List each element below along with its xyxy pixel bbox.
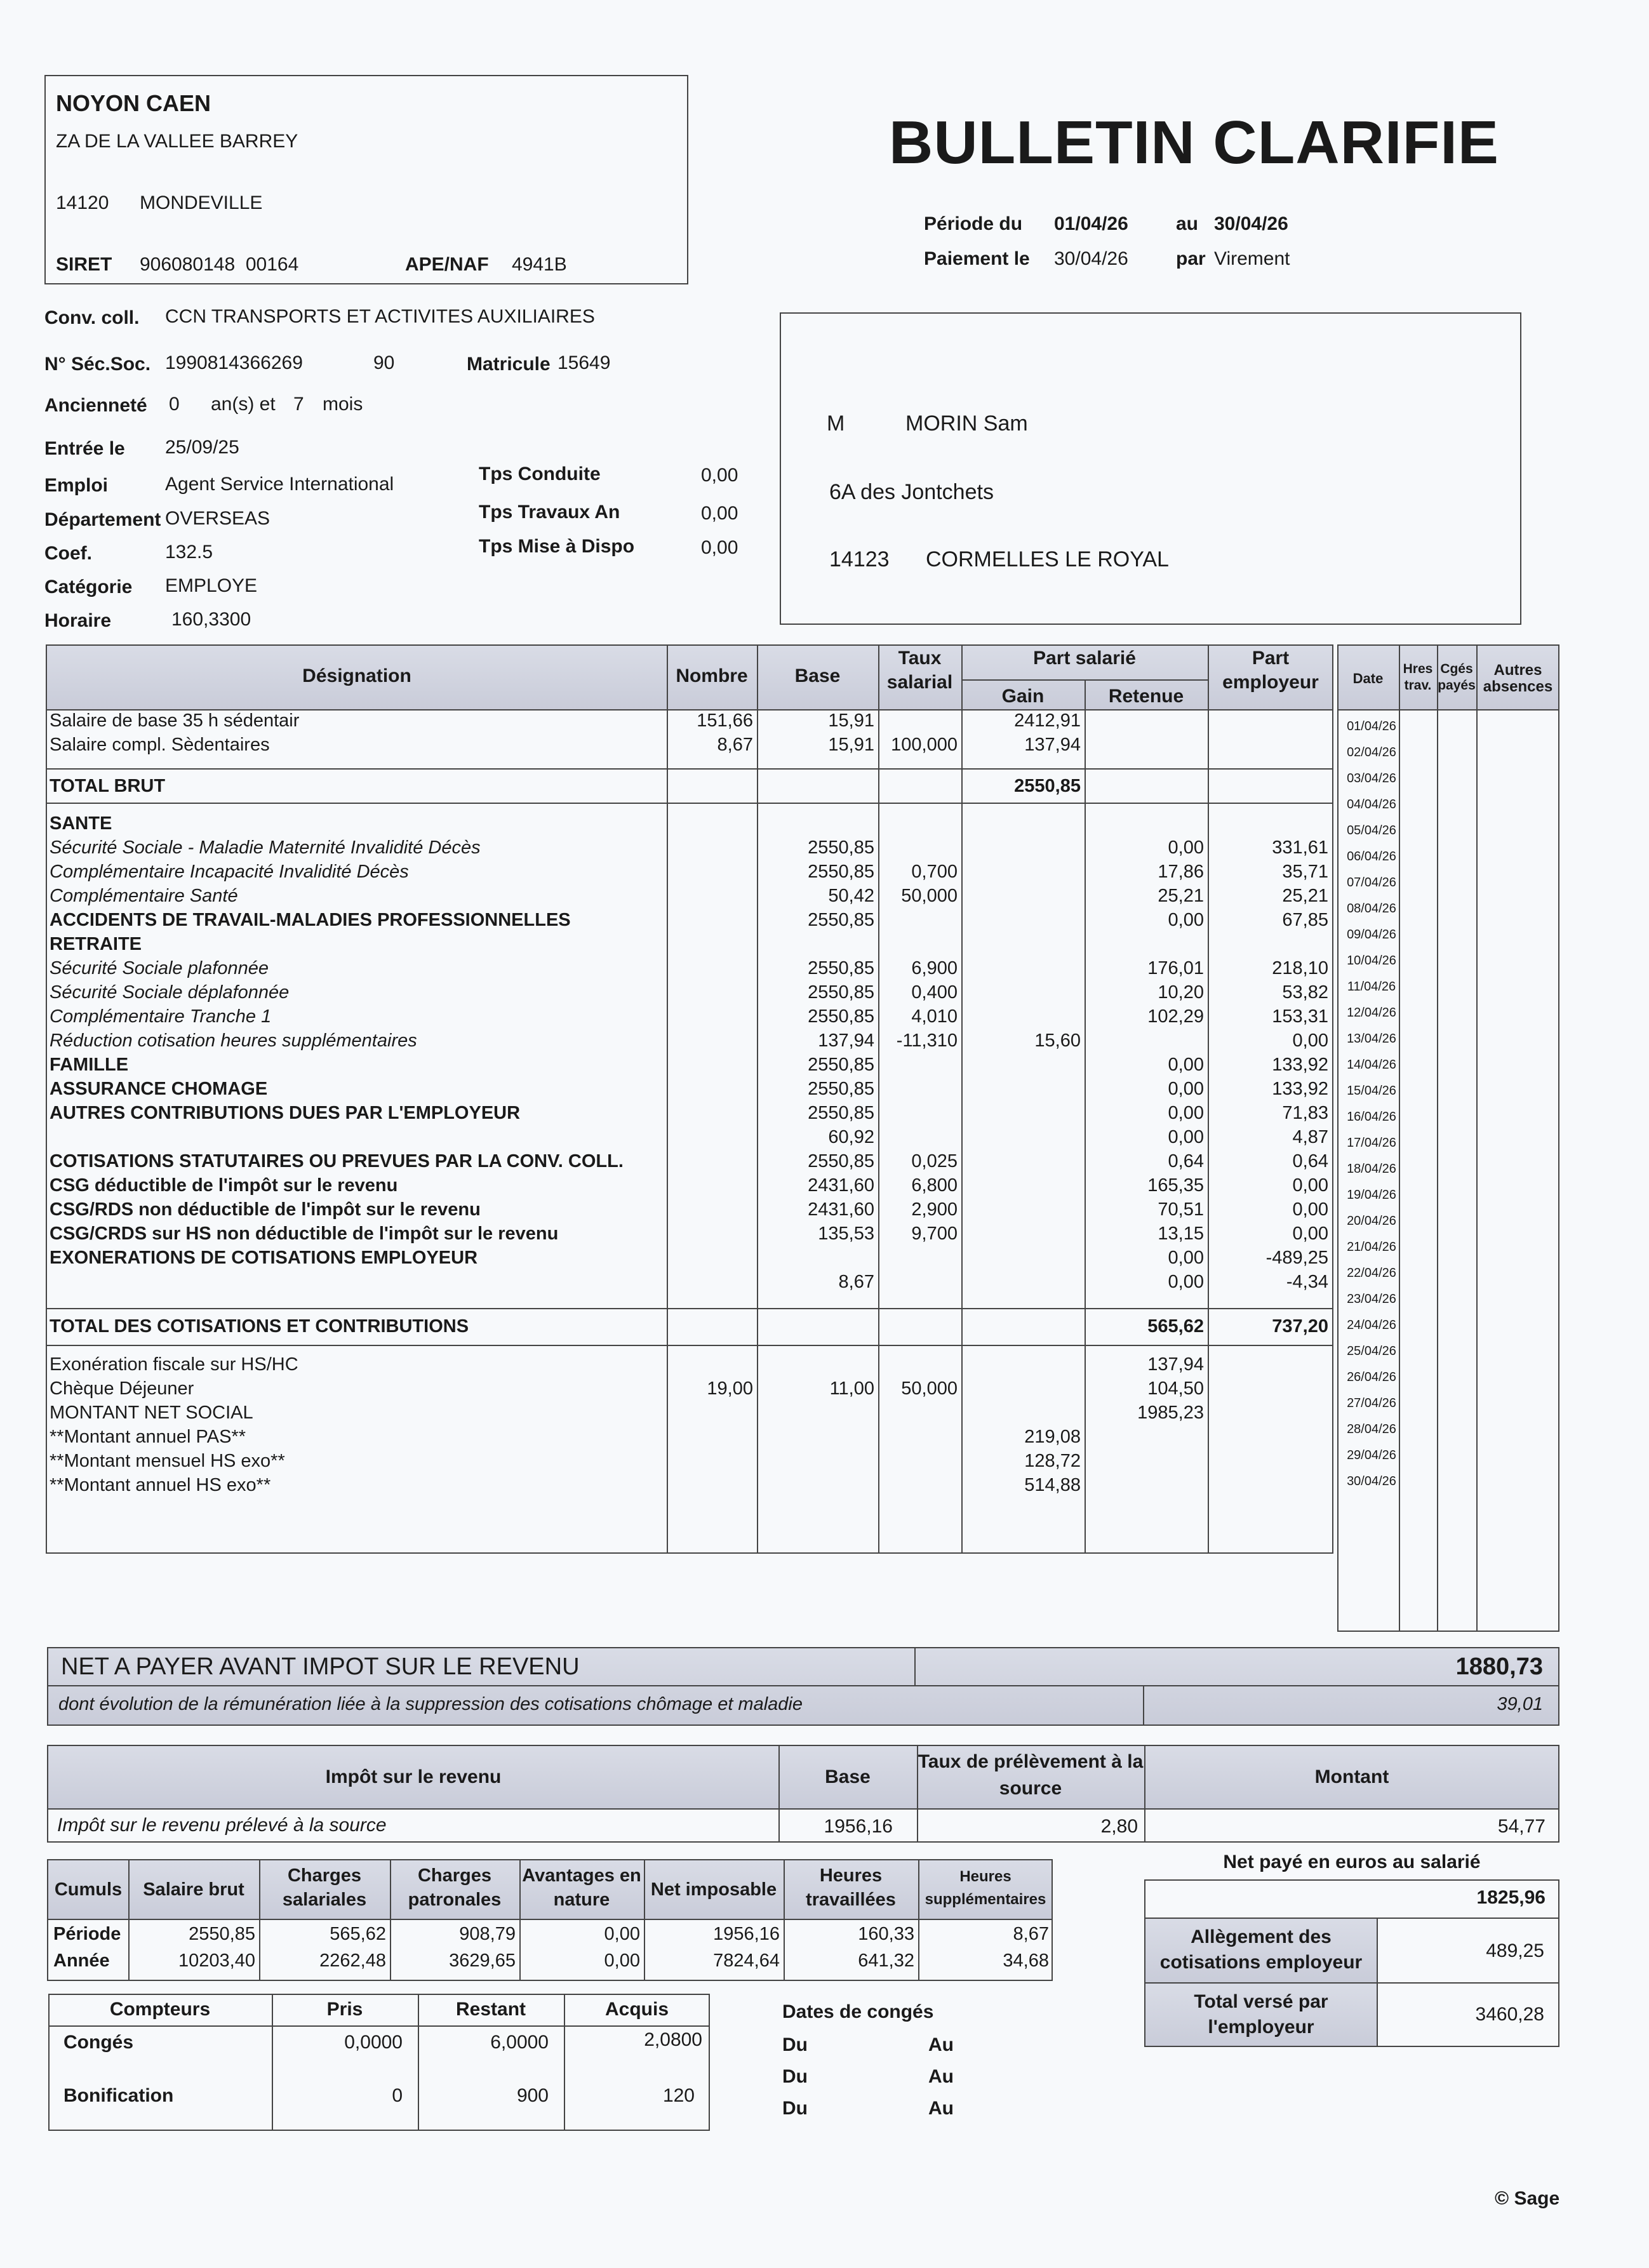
anciennete-years-unit: an(s) et — [211, 394, 276, 415]
cumuls-header-charges-pat: Charges — [417, 1865, 492, 1886]
cotisation-base: 2550,85 — [808, 1055, 874, 1075]
calendar-date: 01/04/26 — [1347, 719, 1396, 733]
cotisation-taux: 6,800 — [911, 1175, 958, 1196]
calendar-hres-header: Hres — [1403, 662, 1433, 676]
cotisation-label: Complémentaire Incapacité Invalidité Décès — [50, 862, 409, 882]
total-brut-gain: 2550,85 — [1014, 776, 1081, 796]
horaire-label: Horaire — [44, 610, 112, 631]
calendar-date: 05/04/26 — [1347, 824, 1396, 837]
cumuls-header-hs-2: supplémentaires — [925, 1891, 1046, 1908]
cotisation-retenue: 0,00 — [1168, 1103, 1204, 1123]
anciennete-months-unit: mois — [323, 394, 363, 415]
allegement-label-2: cotisations employeur — [1159, 1952, 1363, 1973]
calendar-date: 29/04/26 — [1347, 1448, 1396, 1462]
cotisation-base: 137,94 — [818, 1031, 874, 1051]
dates-conges-au: Au — [928, 2066, 954, 2087]
employer-postcode: 14120 — [56, 192, 109, 213]
other-line-retenue: 104,50 — [1147, 1378, 1204, 1399]
other-line-nombre: 19,00 — [707, 1378, 753, 1399]
employer-address: ZA DE LA VALLEE BARREY — [56, 131, 298, 152]
tps-conduite-label: Tps Conduite — [479, 464, 601, 484]
cumuls-header-avantages: Avantages en — [522, 1865, 641, 1886]
calendar-date: 23/04/26 — [1347, 1292, 1396, 1306]
document-title: BULLETIN CLARIFIE — [889, 109, 1499, 177]
compteurs-conges-label: Congés — [63, 2032, 134, 2053]
calendar-date: 03/04/26 — [1347, 771, 1396, 785]
cumuls-header-net-imposable: Net imposable — [650, 1879, 777, 1900]
other-line-label: Exonération fiscale sur HS/HC — [50, 1354, 298, 1375]
impot-row-label: Impôt sur le revenu prélevé à la source — [57, 1815, 387, 1836]
total-verse-label-2: l'employeur — [1208, 2017, 1314, 2038]
cumuls-header-brut: Salaire brut — [143, 1879, 244, 1900]
anciennete-years: 0 — [169, 394, 180, 415]
calendar-date: 13/04/26 — [1347, 1032, 1396, 1046]
calendar-date: 24/04/26 — [1347, 1318, 1396, 1332]
header-part: Part — [1252, 648, 1290, 669]
cotisation-taux: -11,310 — [896, 1031, 958, 1051]
salary-line-base: 15,91 — [828, 710, 874, 731]
header-part-salarie: Part salarié — [1033, 648, 1136, 669]
cotisation-label: Sécurité Sociale déplafonnée — [50, 982, 290, 1003]
cotisation-employeur: -4,34 — [1286, 1272, 1328, 1292]
apenaf-value: 4941B — [512, 254, 567, 275]
other-line-label: MONTANT NET SOCIAL — [50, 1403, 253, 1423]
other-line-retenue: 137,94 — [1147, 1354, 1204, 1375]
cumuls-header-charges-sal-2: salariales — [282, 1890, 367, 1910]
cotisation-label: Sécurité Sociale - Maladie Maternité Invalidité Décès — [50, 837, 481, 858]
tps-travaux-value: 0,00 — [701, 503, 738, 524]
cotisation-employeur: 71,83 — [1282, 1103, 1328, 1123]
footer-copyright: © Sage — [1495, 2188, 1560, 2209]
compteurs-bonif-label: Bonification — [63, 2085, 174, 2106]
tps-travaux-label: Tps Travaux An — [479, 502, 620, 523]
cotisation-taux: 4,010 — [911, 1006, 958, 1027]
cotisation-base: 50,42 — [828, 886, 874, 906]
anciennete-months: 7 — [293, 394, 304, 415]
cotisation-label: Complémentaire Santé — [50, 886, 238, 906]
other-line-base: 11,00 — [829, 1378, 874, 1399]
cotisation-label: RETRAITE — [50, 934, 142, 954]
calendar-absences-header: absences — [1483, 678, 1553, 695]
impot-montant-header: Montant — [1314, 1766, 1389, 1787]
calendar-date: 06/04/26 — [1347, 850, 1396, 864]
cotisation-retenue: 176,01 — [1147, 958, 1204, 978]
cotisation-employeur: 35,71 — [1282, 862, 1328, 882]
cotisation-label: Réduction cotisation heures supplémentaires — [50, 1031, 417, 1051]
other-line-label: **Montant mensuel HS exo** — [50, 1451, 285, 1471]
cotisation-employeur: 67,85 — [1282, 910, 1328, 930]
cotisation-employeur: -489,25 — [1265, 1248, 1328, 1268]
allegement-label: Allègement des — [1191, 1926, 1332, 1947]
cotisation-employeur: 0,00 — [1292, 1199, 1328, 1220]
cotisation-retenue: 0,64 — [1168, 1151, 1204, 1171]
payment-par-label: par — [1176, 248, 1206, 269]
cotisation-taux: 2,900 — [911, 1199, 958, 1220]
cotisation-base: 2431,60 — [808, 1199, 874, 1220]
coef-label: Coef. — [44, 543, 92, 564]
net-value: 1880,73 — [1455, 1653, 1543, 1680]
calendar-date: 30/04/26 — [1347, 1474, 1396, 1488]
salary-line-taux: 100,000 — [891, 735, 958, 755]
calendar-date: 19/04/26 — [1347, 1188, 1396, 1202]
cotisation-taux: 50,000 — [901, 886, 958, 906]
cumuls-cell: 3629,65 — [449, 1951, 516, 1971]
cumuls-cell: 10203,40 — [178, 1951, 255, 1971]
cotisation-base: 2431,60 — [808, 1175, 874, 1196]
other-line-gain: 219,08 — [1024, 1427, 1081, 1447]
allegement-value: 489,25 — [1486, 1940, 1544, 1961]
recipient-name: MORIN Sam — [905, 411, 1028, 436]
header-designation: Désignation — [302, 665, 411, 686]
dates-conges-au: Au — [928, 2034, 954, 2055]
calendar-autres-header: Autres — [1493, 662, 1542, 679]
cotisation-taux: 0,025 — [911, 1151, 958, 1171]
employer-city: MONDEVILLE — [140, 192, 263, 213]
header-nombre: Nombre — [676, 665, 748, 686]
cumuls-cell: 0,00 — [604, 1951, 640, 1971]
cotisation-employeur: 0,00 — [1292, 1175, 1328, 1196]
matricule-label: Matricule — [467, 354, 551, 375]
cotisation-base: 2550,85 — [808, 837, 874, 858]
cotisation-label: ASSURANCE CHOMAGE — [50, 1079, 268, 1099]
impot-montant: 54,77 — [1497, 1816, 1546, 1837]
cotisation-retenue: 0,00 — [1168, 1127, 1204, 1147]
impot-taux-header-2: source — [999, 1778, 1062, 1799]
other-line-label: **Montant annuel HS exo** — [50, 1475, 271, 1495]
cotisation-employeur: 25,21 — [1282, 886, 1328, 906]
header-employeur: employeur — [1222, 672, 1319, 693]
emploi-value: Agent Service International — [165, 474, 394, 495]
impot-taux-header: Taux de prélèvement à la — [918, 1751, 1144, 1772]
cumuls-header-charges-pat-2: patronales — [408, 1890, 502, 1910]
coef-value: 132.5 — [165, 542, 213, 563]
secsoc-label: N° Séc.Soc. — [44, 354, 151, 375]
net-label: NET A PAYER AVANT IMPOT SUR LE REVENU — [61, 1653, 580, 1680]
categorie-label: Catégorie — [44, 577, 133, 597]
cumuls-cell: 160,33 — [858, 1924, 914, 1944]
calendar-date: 09/04/26 — [1347, 928, 1396, 942]
compteurs-bonif-acquis: 120 — [662, 2085, 695, 2106]
header-taux-salarial: salarial — [886, 672, 953, 693]
calendar-trav-header: trav. — [1404, 678, 1432, 693]
cotisation-retenue: 13,15 — [1158, 1224, 1204, 1244]
cotisation-employeur: 153,31 — [1272, 1006, 1328, 1027]
impot-base: 1956,16 — [824, 1816, 893, 1837]
calendar-date: 14/04/26 — [1347, 1058, 1396, 1072]
recipient-postcode: 14123 — [829, 547, 890, 571]
calendar-date: 02/04/26 — [1347, 745, 1396, 759]
dates-conges-du: Du — [782, 2066, 808, 2087]
total-cotisations-label: TOTAL DES COTISATIONS ET CONTRIBUTIONS — [50, 1316, 469, 1337]
cumuls-header-heures: Heures — [819, 1865, 883, 1886]
period-to: 30/04/26 — [1214, 213, 1288, 234]
cotisation-retenue: 0,00 — [1168, 910, 1204, 930]
cotisation-label: FAMILLE — [50, 1055, 129, 1075]
other-line-gain: 514,88 — [1024, 1475, 1081, 1495]
horaire-value: 160,3300 — [171, 609, 251, 630]
secsoc-key: 90 — [373, 352, 395, 373]
cotisation-label: Sécurité Sociale plafonnée — [50, 958, 269, 978]
cotisation-base: 8,67 — [838, 1272, 874, 1292]
cotisation-label: AUTRES CONTRIBUTIONS DUES PAR L'EMPLOYEUR — [50, 1103, 521, 1123]
entree-value: 25/09/25 — [165, 437, 239, 458]
payment-label: Paiement le — [924, 248, 1030, 269]
calendar-date: 04/04/26 — [1347, 797, 1396, 811]
compteurs-conges-acquis: 2,0800 — [644, 2029, 702, 2050]
net-paye-label: Net payé en euros au salarié — [1223, 1851, 1481, 1872]
net-evolution-value: 39,01 — [1497, 1694, 1543, 1714]
cumuls-cell: 0,00 — [604, 1924, 640, 1944]
emploi-label: Emploi — [44, 475, 109, 496]
conv-value: CCN TRANSPORTS ET ACTIVITES AUXILIAIRES — [165, 306, 595, 327]
other-line-retenue: 1985,23 — [1137, 1403, 1204, 1423]
cumuls-row-label: Période — [53, 1924, 121, 1944]
calendar-date: 12/04/26 — [1347, 1006, 1396, 1020]
tps-conduite-value: 0,00 — [701, 465, 738, 486]
cotisation-employeur: 133,92 — [1272, 1055, 1328, 1075]
cumuls-cell: 7824,64 — [713, 1951, 780, 1971]
salary-line-nombre: 151,66 — [697, 710, 753, 731]
employer-name: NOYON CAEN — [56, 90, 211, 116]
cotisation-retenue: 0,00 — [1168, 837, 1204, 858]
salary-line-gain: 2412,91 — [1014, 710, 1081, 731]
cotisation-base: 2550,85 — [808, 910, 874, 930]
cotisation-label: CSG déductible de l'impôt sur le revenu — [50, 1175, 398, 1196]
total-verse-value: 3460,28 — [1475, 2004, 1544, 2025]
cotisation-retenue: 17,86 — [1158, 862, 1204, 882]
total-brut-label: TOTAL BRUT — [50, 776, 166, 796]
cotisation-base: 2550,85 — [808, 958, 874, 978]
cotisation-retenue: 165,35 — [1147, 1175, 1204, 1196]
cotisation-retenue: 0,00 — [1168, 1248, 1204, 1268]
cotisation-taux: 0,400 — [911, 982, 958, 1003]
salary-line-gain: 137,94 — [1024, 735, 1081, 755]
impot-header: Impôt sur le revenu — [325, 1766, 502, 1787]
cotisation-taux: 0,700 — [911, 862, 958, 882]
cotisation-label: EXONERATIONS DE COTISATIONS EMPLOYEUR — [50, 1248, 478, 1268]
cumuls-cell: 565,62 — [330, 1924, 386, 1944]
compteurs-restant-header: Restant — [455, 1999, 526, 2020]
cotisation-employeur: 133,92 — [1272, 1079, 1328, 1099]
cotisation-retenue: 0,00 — [1168, 1079, 1204, 1099]
calendar-date: 20/04/26 — [1347, 1214, 1396, 1228]
cumuls-header-charges-sal: Charges — [287, 1865, 362, 1886]
calendar-date: 07/04/26 — [1347, 876, 1396, 890]
calendar-date-header: Date — [1352, 670, 1384, 686]
period-from: 01/04/26 — [1054, 213, 1128, 234]
calendar-date: 17/04/26 — [1347, 1136, 1396, 1150]
salary-line-label: Salaire de base 35 h sédentair — [50, 710, 300, 731]
header-gain: Gain — [1001, 686, 1045, 707]
cotisation-retenue: 0,00 — [1168, 1272, 1204, 1292]
dates-conges-du: Du — [782, 2098, 808, 2119]
cumuls-header-avantages-2: nature — [553, 1890, 610, 1910]
matricule-value: 15649 — [557, 352, 611, 373]
cotisation-retenue: 0,00 — [1168, 1055, 1204, 1075]
header-taux: Taux — [898, 648, 942, 669]
tps-mise-label: Tps Mise à Dispo — [479, 536, 635, 557]
siret-value: 906080148 00164 — [140, 254, 299, 275]
impot-taux: 2,80 — [1100, 1816, 1138, 1837]
entree-label: Entrée le — [44, 438, 125, 459]
cotisation-base: 2550,85 — [808, 982, 874, 1003]
other-line-label: **Montant annuel PAS** — [50, 1427, 246, 1447]
header-retenue: Retenue — [1108, 686, 1184, 707]
period-label: Période du — [924, 213, 1023, 234]
conv-label: Conv. coll. — [44, 307, 140, 328]
calendar-date: 26/04/26 — [1347, 1370, 1396, 1384]
cotisation-taux: 9,700 — [911, 1224, 958, 1244]
cumuls-cell: 1956,16 — [713, 1924, 780, 1944]
total-verse-label: Total versé par — [1194, 1991, 1328, 2012]
cotisation-label: Complémentaire Tranche 1 — [50, 1006, 272, 1027]
cumuls-cell: 34,68 — [1003, 1951, 1049, 1971]
recipient-box — [780, 312, 1521, 625]
cumuls-cell: 641,32 — [858, 1951, 914, 1971]
cumuls-cell: 8,67 — [1013, 1924, 1049, 1944]
cumuls-cell: 2550,85 — [189, 1924, 255, 1944]
total-cotisations-employeur: 737,20 — [1272, 1316, 1328, 1337]
cotisation-base: 2550,85 — [808, 1151, 874, 1171]
recipient-city: CORMELLES LE ROYAL — [926, 547, 1169, 571]
calendar-date: 16/04/26 — [1347, 1110, 1396, 1124]
recipient-civility: M — [827, 411, 845, 436]
cotisation-label: CSG/CRDS sur HS non déductible de l'impôt sur le revenu — [50, 1224, 559, 1244]
salary-line-base: 15,91 — [828, 735, 874, 755]
cotisation-retenue: 70,51 — [1158, 1199, 1204, 1220]
anciennete-label: Ancienneté — [44, 395, 147, 416]
total-cotisations-retenue: 565,62 — [1147, 1316, 1204, 1337]
cotisation-taux: 6,900 — [911, 958, 958, 978]
net-evolution-label: dont évolution de la rémunération liée à la suppression des cotisations chômage et maladie — [58, 1694, 803, 1714]
calendar-date: 18/04/26 — [1347, 1162, 1396, 1176]
cotisation-base: 135,53 — [818, 1224, 874, 1244]
calendar-date: 22/04/26 — [1347, 1266, 1396, 1280]
other-line-label: Chèque Déjeuner — [50, 1378, 194, 1399]
cumuls-header-hs: Heures — [959, 1868, 1011, 1885]
calendar-date: 10/04/26 — [1347, 954, 1396, 968]
calendar-date: 08/04/26 — [1347, 902, 1396, 916]
cotisation-employeur: 4,87 — [1292, 1127, 1328, 1147]
cotisation-gain: 15,60 — [1034, 1031, 1081, 1051]
cotisation-retenue: 102,29 — [1147, 1006, 1204, 1027]
other-line-gain: 128,72 — [1024, 1451, 1081, 1471]
other-line-taux: 50,000 — [901, 1378, 958, 1399]
cumuls-header-heures-2: travaillées — [806, 1890, 896, 1910]
cotisation-employeur: 218,10 — [1272, 958, 1328, 978]
cotisation-base: 60,92 — [828, 1127, 874, 1147]
payment-date: 30/04/26 — [1054, 248, 1128, 269]
cotisation-employeur: 331,61 — [1272, 837, 1328, 858]
dates-conges-au: Au — [928, 2098, 954, 2119]
categorie-value: EMPLOYE — [165, 575, 258, 596]
cotisation-base: 2550,85 — [808, 1079, 874, 1099]
header-base: Base — [794, 665, 841, 686]
cotisation-base: 2550,85 — [808, 1006, 874, 1027]
calendar-date: 21/04/26 — [1347, 1240, 1396, 1254]
period-au-label: au — [1176, 213, 1199, 234]
apenaf-label: APE/NAF — [405, 254, 489, 275]
departement-label: Département — [44, 509, 161, 530]
departement-value: OVERSEAS — [165, 508, 270, 529]
tps-mise-value: 0,00 — [701, 537, 738, 558]
recipient-address: 6A des Jontchets — [829, 480, 994, 504]
calendar-date: 15/04/26 — [1347, 1084, 1396, 1098]
cotisation-label: CSG/RDS non déductible de l'impôt sur le revenu — [50, 1199, 481, 1220]
cumuls-header-label: Cumuls — [54, 1879, 123, 1900]
cotisation-label: SANTE — [50, 813, 112, 834]
compteurs-acquis-header: Acquis — [604, 1999, 669, 2020]
dates-conges-title: Dates de congés — [782, 2001, 934, 2022]
salary-line-label: Salaire compl. Sèdentaires — [50, 735, 270, 755]
cumuls-cell: 908,79 — [459, 1924, 516, 1944]
calendar-payes-header: payés — [1438, 678, 1476, 693]
compteurs-pris-header: Pris — [326, 1999, 363, 2020]
compteurs-bonif-pris: 0 — [392, 2085, 403, 2106]
cotisation-label: COTISATIONS STATUTAIRES OU PREVUES PAR LA CONV. COLL. — [50, 1151, 624, 1171]
calendar-cges-header: Cgés — [1440, 662, 1473, 676]
payment-method: Virement — [1214, 248, 1290, 269]
compteurs-bonif-restant: 900 — [516, 2085, 549, 2106]
cotisation-employeur: 0,64 — [1292, 1151, 1328, 1171]
cumuls-row-label: Année — [53, 1951, 110, 1971]
calendar-date: 11/04/26 — [1347, 980, 1396, 994]
cotisation-employeur: 53,82 — [1282, 982, 1328, 1003]
cotisation-label: ACCIDENTS DE TRAVAIL-MALADIES PROFESSIONNELLES — [50, 910, 571, 930]
cotisation-employeur: 0,00 — [1292, 1031, 1328, 1051]
calendar-date: 28/04/26 — [1347, 1422, 1396, 1436]
cotisation-base: 2550,85 — [808, 1103, 874, 1123]
calendar-date: 27/04/26 — [1347, 1396, 1396, 1410]
cumuls-cell: 2262,48 — [319, 1951, 386, 1971]
compteurs-conges-pris: 0,0000 — [344, 2032, 403, 2053]
net-paye-value: 1825,96 — [1476, 1887, 1546, 1908]
dates-conges-du: Du — [782, 2034, 808, 2055]
secsoc-value: 1990814366269 — [165, 352, 303, 373]
cotisation-retenue: 10,20 — [1158, 982, 1204, 1003]
cotisation-employeur: 0,00 — [1292, 1224, 1328, 1244]
impot-base-header: Base — [825, 1766, 871, 1787]
siret-label: SIRET — [56, 254, 112, 275]
compteurs-conges-restant: 6,0000 — [490, 2032, 549, 2053]
cotisation-base: 2550,85 — [808, 862, 874, 882]
compteurs-header: Compteurs — [109, 1999, 211, 2020]
salary-line-nombre: 8,67 — [717, 735, 753, 755]
calendar-date: 25/04/26 — [1347, 1344, 1396, 1358]
cotisation-retenue: 25,21 — [1158, 886, 1204, 906]
